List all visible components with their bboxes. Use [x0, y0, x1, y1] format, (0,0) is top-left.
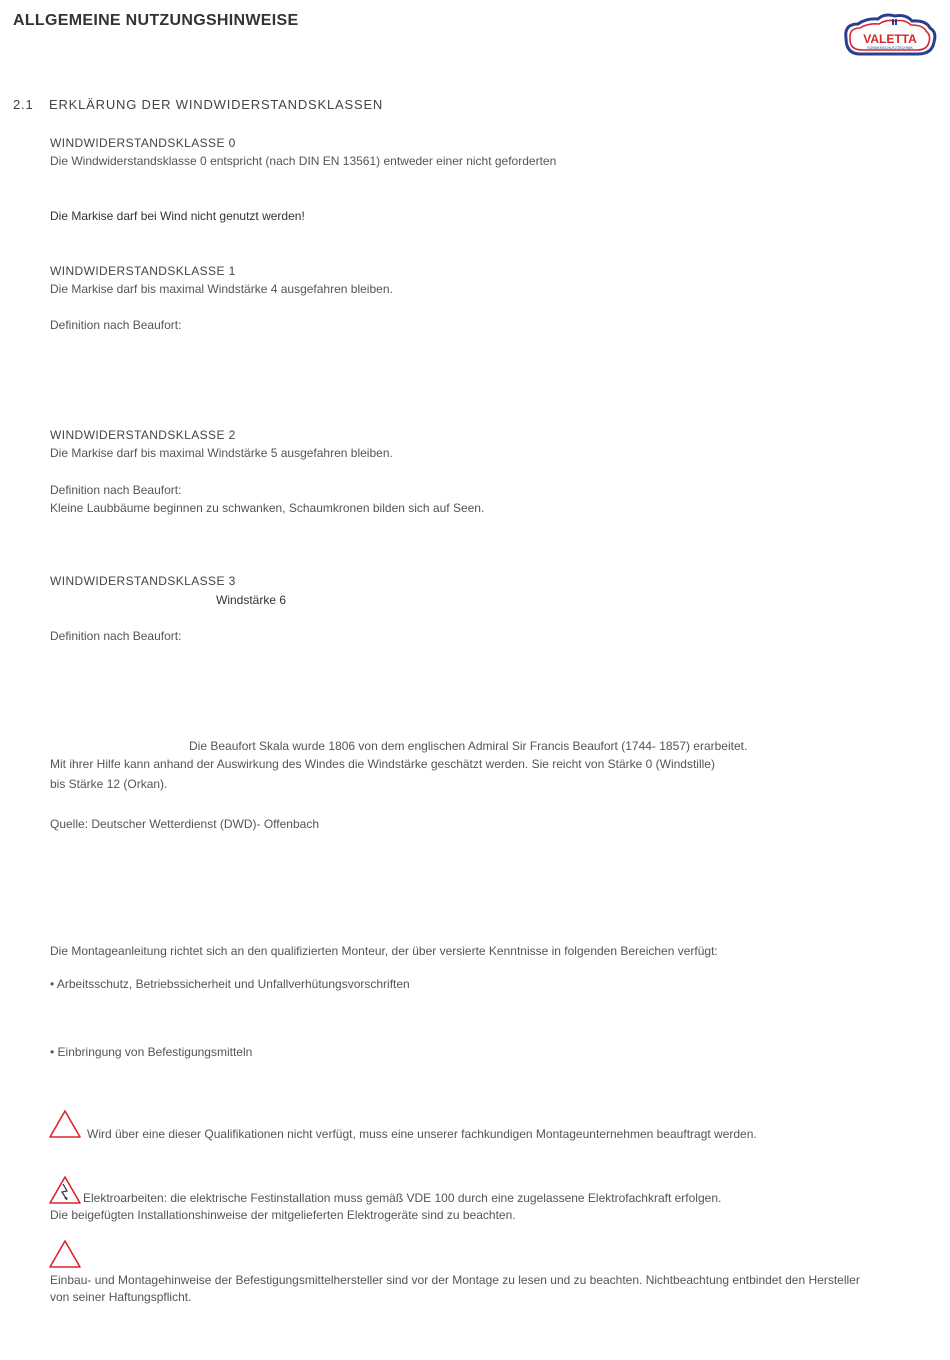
klasse2-definition-text: Kleine Laubbäume beginnen zu schwanken, Schaumkronen bilden sich auf Seen.: [50, 501, 485, 515]
klasse1-heading: WINDWIDERSTANDSKLASSE 1: [50, 264, 236, 278]
section-title: ERKLÄRUNG DER WINDWIDERSTANDSKLASSEN: [49, 97, 384, 112]
warning-2-line-2: Die beigefügten Installationshinweise der mitgelieferten Elektrogeräte sind zu beachten.: [50, 1208, 516, 1222]
logo-text: VALETTA: [863, 32, 917, 46]
klasse3-definition-label: Definition nach Beaufort:: [50, 629, 182, 643]
klasse1-text: Die Markise darf bis maximal Windstärke 4 ausgefahren bleiben.: [50, 282, 393, 296]
klasse2-text: Die Markise darf bis maximal Windstärke 5 ausgefahren bleiben.: [50, 446, 393, 460]
electric-warning-triangle-icon: [48, 1175, 82, 1205]
beaufort-line-2: Mit ihrer Hilfe kann anhand der Auswirkung des Windes die Windstärke geschätzt werden. Sie reicht von Stärke 0 (Windstille): [50, 757, 715, 771]
beaufort-line-1: Die Beaufort Skala wurde 1806 von dem englischen Admiral Sir Francis Beaufort (1744- 1857) erarbeitet.: [189, 739, 748, 753]
beaufort-line-3: bis Stärke 12 (Orkan).: [50, 777, 168, 791]
warning-1-text: Wird über eine dieser Qualifikationen nicht verfügt, muss eine unserer fachkundigen Montageunternehmen beauftragt werden.: [87, 1127, 757, 1141]
warning-triangle-icon: [48, 1239, 82, 1269]
logo-subtext: SONNENSCHUTZTECHNIK: [867, 46, 913, 50]
klasse2-definition-label: Definition nach Beaufort:: [50, 483, 182, 497]
klasse0-note: Die Markise darf bei Wind nicht genutzt werden!: [50, 209, 305, 223]
warning-3-line-1: Einbau- und Montagehinweise der Befestigungsmittelhersteller sind vor der Montage zu lesen und zu beachten. Nichtbeachtung entbindet den Hersteller: [50, 1273, 860, 1287]
klasse3-heading: WINDWIDERSTANDSKLASSE 3: [50, 574, 236, 588]
montage-intro: Die Montageanleitung richtet sich an den qualifizierten Monteur, der über versierte Kenntnisse in folgenden Bereichen verfügt:: [50, 944, 718, 958]
section-heading: [13, 97, 383, 113]
warning-3-line-2: von seiner Haftungspflicht.: [50, 1290, 192, 1304]
warning-2-line-1: Elektroarbeiten: die elektrische Festinstallation muss gemäß VDE 100 durch eine zugelassene Elektrofachkraft erfolgen.: [83, 1191, 722, 1205]
montage-bullet-2: • Einbringung von Befestigungsmitteln: [50, 1045, 253, 1059]
klasse0-text: Die Windwiderstandsklasse 0 entspricht (nach DIN EN 13561) entweder einer nicht geforderten: [50, 154, 557, 168]
beaufort-source: Quelle: Deutscher Wetterdienst (DWD)- Offenbach: [50, 817, 319, 831]
warning-triangle-icon: [48, 1109, 82, 1139]
valetta-logo-icon: [840, 12, 938, 58]
klasse1-definition-label: Definition nach Beaufort:: [50, 318, 182, 332]
montage-bullet-1: • Arbeitsschutz, Betriebssicherheit und Unfallverhütungsvorschriften: [50, 977, 410, 991]
klasse2-heading: WINDWIDERSTANDSKLASSE 2: [50, 428, 236, 442]
klasse0-heading: WINDWIDERSTANDSKLASSE 0: [50, 136, 236, 150]
page-title: ALLGEMEINE NUTZUNGSHINWEISE: [13, 12, 299, 29]
section-number: 2.1: [13, 97, 34, 112]
klasse3-windstaerke: Windstärke 6: [216, 593, 287, 607]
